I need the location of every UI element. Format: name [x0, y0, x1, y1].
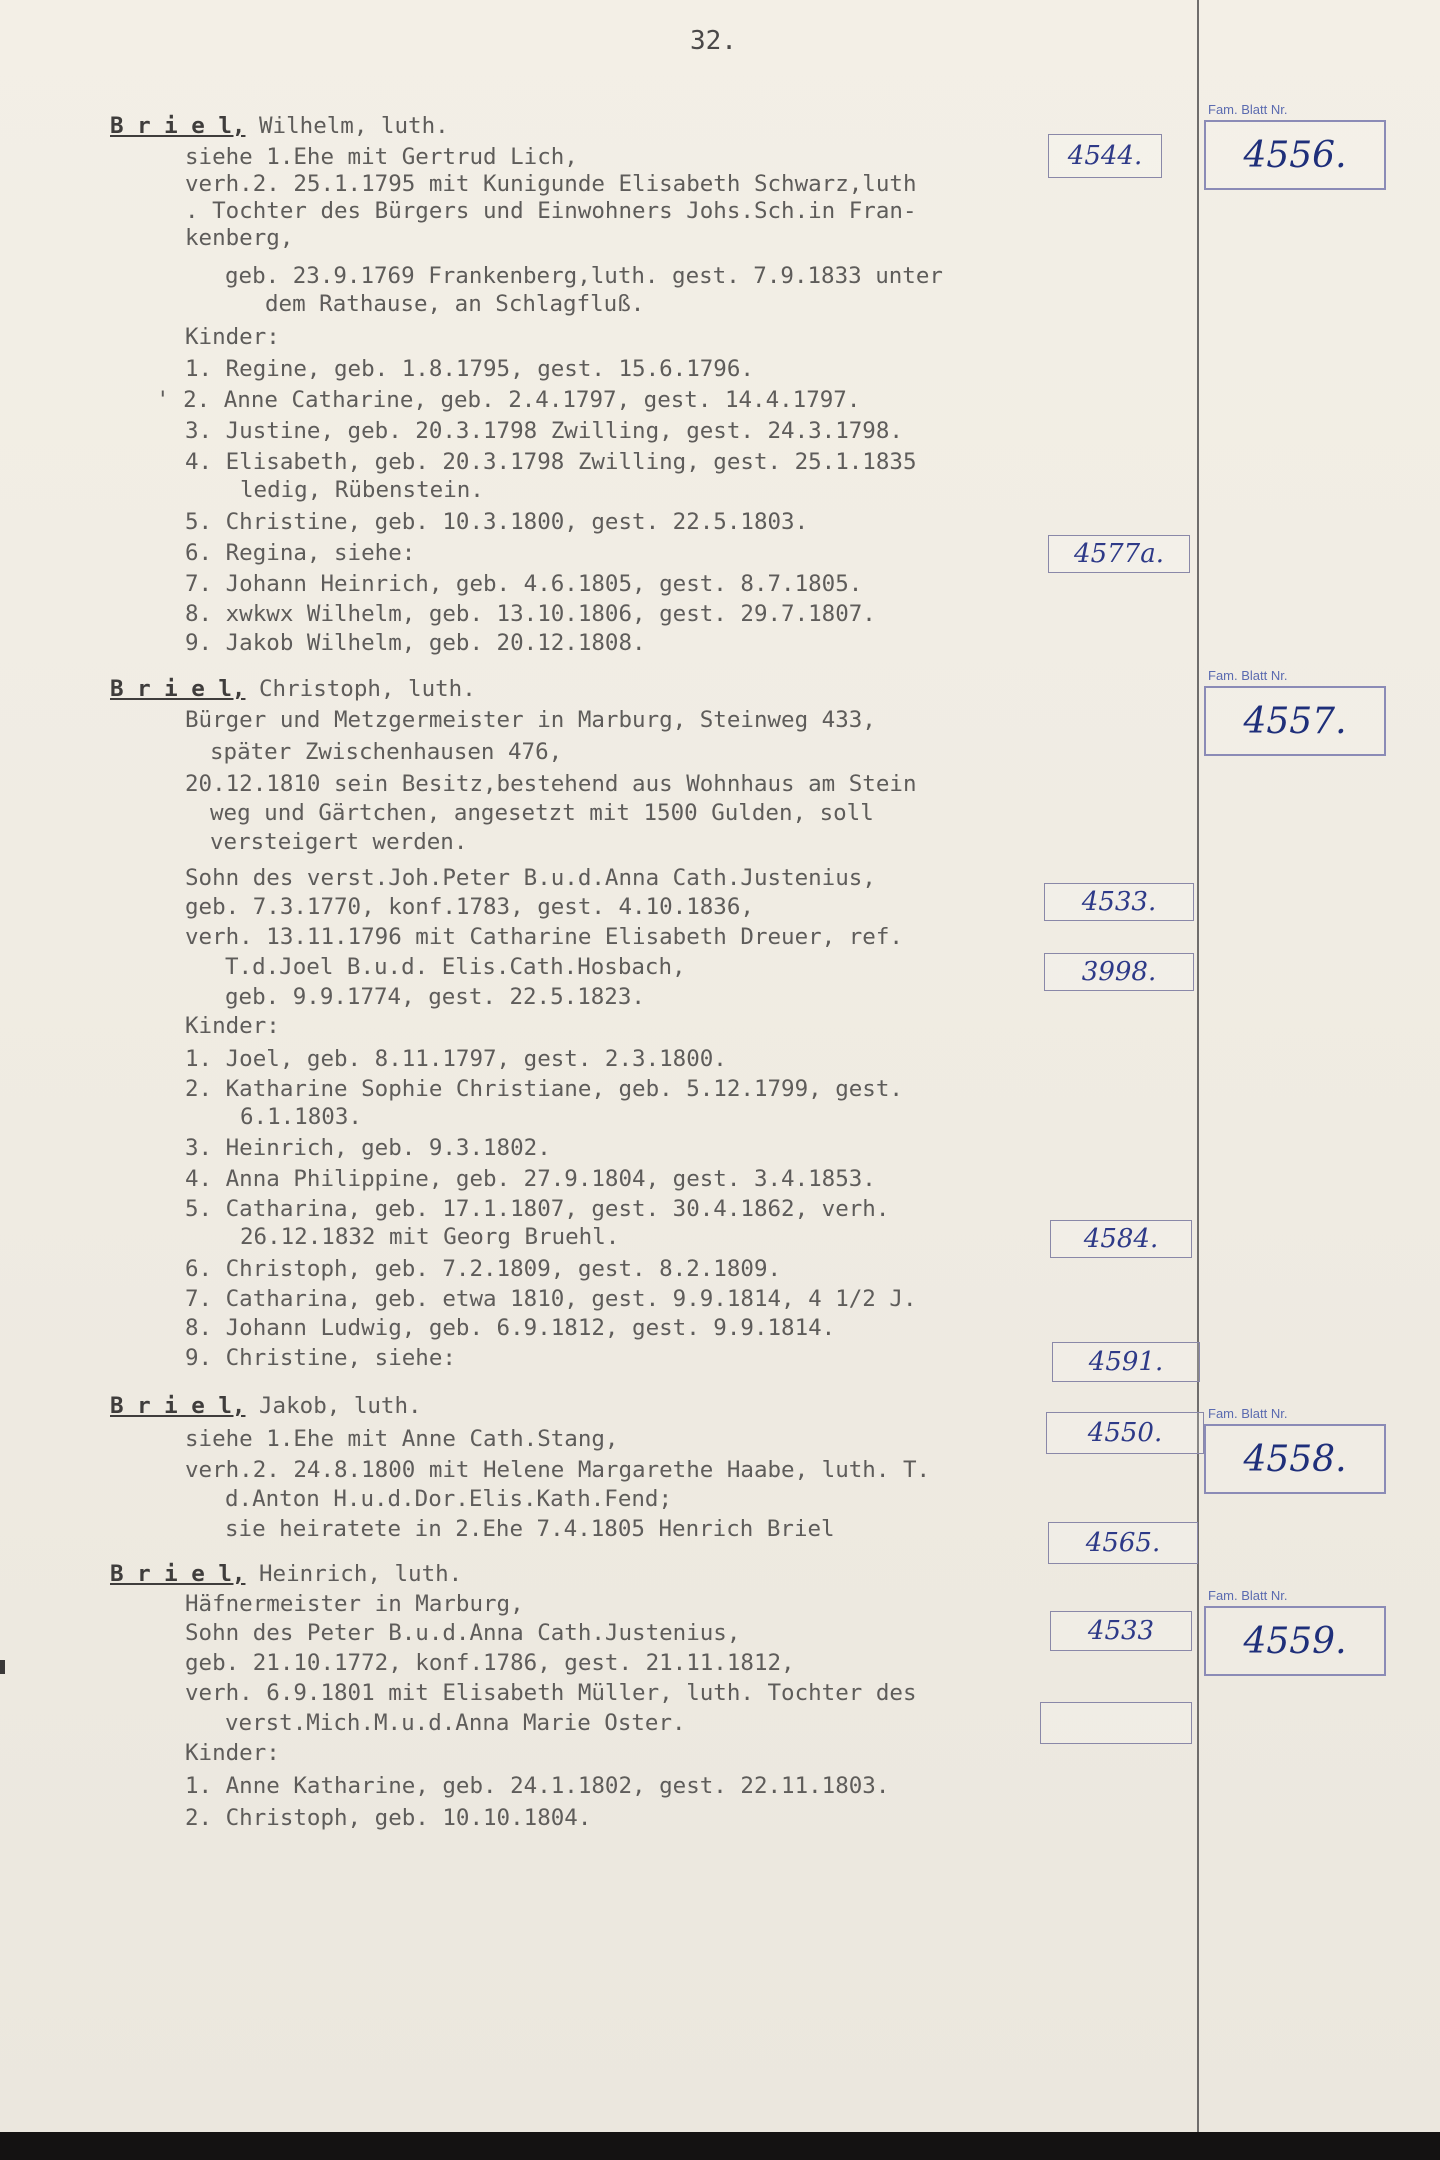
reference-box — [1048, 134, 1162, 178]
entry-line: geb. 9.9.1774, gest. 22.5.1823. — [225, 984, 645, 1010]
entry-line: 3. Heinrich, geb. 9.3.1802. — [185, 1135, 551, 1161]
reference-number: 3998. — [1081, 957, 1157, 987]
reference-box — [1048, 535, 1190, 573]
reference-number: 4544. — [1067, 141, 1143, 171]
entry-line: d.Anton H.u.d.Dor.Elis.Kath.Fend; — [225, 1486, 673, 1512]
entry-line: Kinder: — [185, 1013, 280, 1039]
entry-line: verh.2. 24.8.1800 mit Helene Margarethe Haabe, luth. T. — [185, 1457, 931, 1483]
entry-line: verh. 13.11.1796 mit Catharine Elisabeth Dreuer, ref. — [185, 924, 903, 950]
family-sheet-number: 4557. — [1243, 700, 1347, 742]
reference-number: 4533. — [1081, 887, 1157, 917]
reference-number: 4550. — [1087, 1418, 1163, 1448]
entry-line: versteigert werden. — [210, 829, 468, 855]
entry-line: 9. Christine, siehe: — [185, 1345, 456, 1371]
entry-surname: B r i e l, — [110, 676, 246, 702]
entry-line: sie heiratete in 2.Ehe 7.4.1805 Henrich Briel — [225, 1516, 835, 1542]
entry-line: Bürger und Metzgermeister in Marburg, Steinweg 433, — [185, 707, 876, 733]
entry-heading-rest: Heinrich, luth. — [245, 1561, 463, 1587]
entry-line: Kinder: — [185, 1740, 280, 1766]
entry-line: 7. Johann Heinrich, geb. 4.6.1805, gest. 8.7.1805. — [185, 571, 863, 597]
family-sheet-card — [1204, 668, 1386, 756]
reference-box — [1048, 1522, 1198, 1564]
entry-heading — [110, 676, 476, 702]
entry-line: geb. 7.3.1770, konf.1783, gest. 4.10.1836, — [185, 894, 754, 920]
entry-surname: B r i e l, — [110, 113, 246, 139]
reference-number: 4584. — [1083, 1224, 1159, 1254]
entry-heading — [110, 1393, 422, 1419]
family-sheet-card — [1204, 1588, 1386, 1676]
entry-line: verh.2. 25.1.1795 mit Kunigunde Elisabeth Schwarz,luth — [185, 171, 917, 197]
entry-line: ' 2. Anne Catharine, geb. 2.4.1797, gest. 14.4.1797. — [156, 387, 861, 413]
entry-line: verh. 6.9.1801 mit Elisabeth Müller, luth. Tochter des — [185, 1680, 917, 1706]
entry-surname: B r i e l, — [110, 1393, 246, 1419]
entry-heading-rest: Christoph, luth. — [245, 676, 476, 702]
entry-line: siehe 1.Ehe mit Anne Cath.Stang, — [185, 1426, 619, 1452]
entry-heading — [110, 1561, 462, 1587]
entry-line: 2. Katharine Sophie Christiane, geb. 5.12.1799, gest. — [185, 1076, 903, 1102]
entry-line: Häfnermeister in Marburg, — [185, 1591, 524, 1617]
entry-line: 1. Regine, geb. 1.8.1795, gest. 15.6.1796. — [185, 356, 754, 382]
family-sheet-number: 4556. — [1243, 134, 1347, 176]
entry-line: 5. Christine, geb. 10.3.1800, gest. 22.5.1803. — [185, 509, 809, 535]
reference-box-empty — [1040, 1702, 1192, 1744]
entry-line: 5. Catharina, geb. 17.1.1807, gest. 30.4.1862, verh. — [185, 1196, 890, 1222]
entry-line: 7. Catharina, geb. etwa 1810, gest. 9.9.1814, 4 1/2 J. — [185, 1286, 917, 1312]
entry-line: 4. Elisabeth, geb. 20.3.1798 Zwilling, gest. 25.1.1835 — [185, 449, 917, 475]
entry-line: 20.12.1810 sein Besitz,bestehend aus Wohnhaus am Stein — [185, 771, 917, 797]
family-sheet-label: Fam. Blatt Nr. — [1208, 102, 1288, 117]
reference-box — [1044, 953, 1194, 991]
reference-box — [1050, 1611, 1192, 1651]
entry-line: geb. 23.9.1769 Frankenberg,luth. gest. 7.9.1833 unter — [225, 263, 943, 289]
entry-line: Kinder: — [185, 324, 280, 350]
entry-line: 26.12.1832 mit Georg Bruehl. — [240, 1224, 620, 1250]
reference-box — [1050, 1220, 1192, 1258]
reference-number: 4577a. — [1074, 539, 1164, 569]
reference-number: 4533 — [1087, 1616, 1155, 1646]
family-sheet-number: 4558. — [1243, 1438, 1347, 1480]
entry-line: siehe 1.Ehe mit Gertrud Lich, — [185, 144, 578, 170]
entry-line: 8. Johann Ludwig, geb. 6.9.1812, gest. 9.9.1814. — [185, 1315, 836, 1341]
entry-line: 6.1.1803. — [240, 1104, 362, 1130]
entry-heading-rest: Jakob, luth. — [245, 1393, 422, 1419]
entry-heading — [110, 113, 449, 139]
entry-line: ledig, Rübenstein. — [240, 477, 484, 503]
entry-line: geb. 21.10.1772, konf.1786, gest. 21.11.1812, — [185, 1650, 795, 1676]
reference-number: 4565. — [1085, 1528, 1161, 1558]
entry-line: Sohn des verst.Joh.Peter B.u.d.Anna Cath.Justenius, — [185, 865, 876, 891]
family-sheet-label: Fam. Blatt Nr. — [1208, 668, 1288, 683]
reference-box — [1044, 883, 1194, 921]
family-sheet-card — [1204, 1406, 1386, 1494]
entry-line: 6. Regina, siehe: — [185, 540, 416, 566]
entry-line: verst.Mich.M.u.d.Anna Marie Oster. — [225, 1710, 686, 1736]
entry-line: 9. Jakob Wilhelm, geb. 20.12.1808. — [185, 630, 646, 656]
family-sheet-number: 4559. — [1243, 1620, 1347, 1662]
page-number: 32. — [690, 26, 737, 56]
entry-line: weg und Gärtchen, angesetzt mit 1500 Gulden, soll — [210, 800, 874, 826]
margin-rule — [1197, 0, 1199, 2132]
entry-line: 1. Anne Katharine, geb. 24.1.1802, gest. 22.11.1803. — [185, 1773, 890, 1799]
entry-line: 1. Joel, geb. 8.11.1797, gest. 2.3.1800. — [185, 1046, 727, 1072]
entry-line: dem Rathause, an Schlagfluß. — [265, 291, 645, 317]
entry-line: T.d.Joel B.u.d. Elis.Cath.Hosbach, — [225, 954, 686, 980]
entry-line: . Tochter des Bürgers und Einwohners Johs.Sch.in Fran- — [185, 198, 917, 224]
entry-heading-rest: Wilhelm, luth. — [245, 113, 449, 139]
entry-line: kenberg, — [185, 225, 294, 251]
scan-border — [0, 2132, 1440, 2160]
entry-line: später Zwischenhausen 476, — [210, 739, 563, 765]
entry-line: 3. Justine, geb. 20.3.1798 Zwilling, gest. 24.3.1798. — [185, 418, 903, 444]
entry-surname: B r i e l, — [110, 1561, 246, 1587]
entry-line: 4. Anna Philippine, geb. 27.9.1804, gest. 3.4.1853. — [185, 1166, 876, 1192]
scan-mark — [0, 1660, 5, 1674]
family-sheet-card — [1204, 102, 1386, 190]
reference-number: 4591. — [1088, 1347, 1164, 1377]
entry-line: 8. xwkwx Wilhelm, geb. 13.10.1806, gest. 29.7.1807. — [185, 601, 876, 627]
reference-box — [1046, 1412, 1204, 1454]
family-sheet-label: Fam. Blatt Nr. — [1208, 1588, 1288, 1603]
entry-line: Sohn des Peter B.u.d.Anna Cath.Justenius, — [185, 1620, 741, 1646]
entry-line: 2. Christoph, geb. 10.10.1804. — [185, 1805, 592, 1831]
entry-line: 6. Christoph, geb. 7.2.1809, gest. 8.2.1809. — [185, 1256, 782, 1282]
reference-box — [1052, 1342, 1200, 1382]
family-sheet-label: Fam. Blatt Nr. — [1208, 1406, 1288, 1421]
